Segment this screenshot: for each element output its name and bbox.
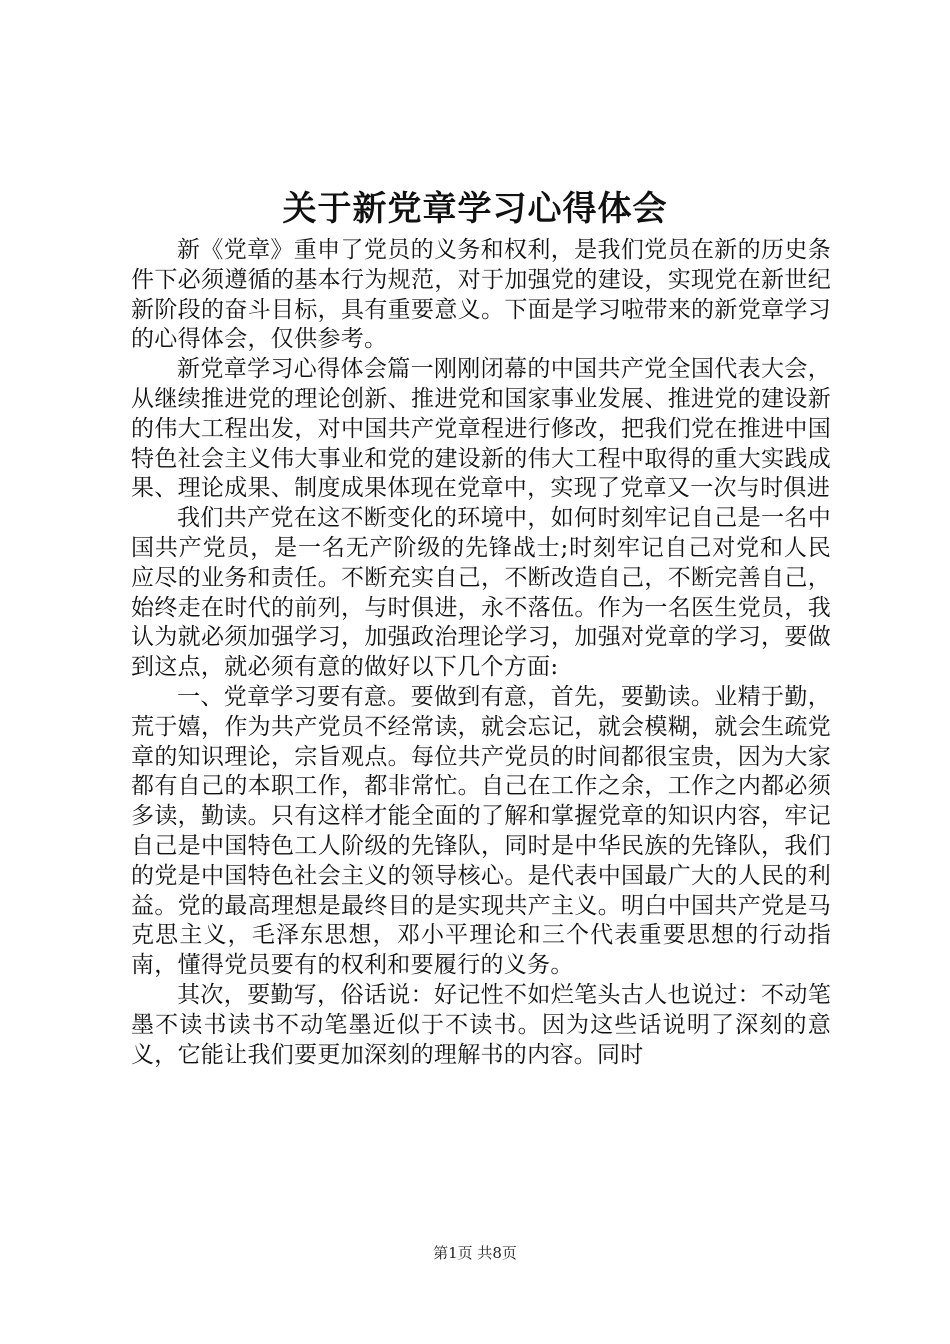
- page-number-footer: 第1页 共8页: [433, 1244, 517, 1262]
- document-title: 关于新党章学习心得体会: [282, 189, 668, 229]
- paragraph-point-one: 一、党章学习要有意。要做到有意，首先，要勤读。业精于勤，荒于嬉，作为共产党员不经常读，就会忘记，就会模糊，就会生疏党章的知识理论，宗旨观点。每位共产党员的时间都很宝贵，因为大家都有自己的本职工作，都非常忙。自己在工作之余，工作之内都必须多读，勤读。只有这样才能全面的了解和掌握党章的知识内容，牢记自己是中国特色工人阶级的先锋队，同时是中华民族的先锋队，我们的党是中国特色社会主义的领导核心。是代表中国最广大的人民的利益。党的最高理想是最终目的是实现共产主义。明白中国共产党是马克思主义，毛泽东思想，邓小平理论和三个代表重要思想的行动指南，懂得党员要有的权利和要履行的义务。: [131, 683, 831, 979]
- paragraph-party-member: 我们共产党在这不断变化的环境中，如何时刻牢记自己是一名中国共产党员，是一名无产阶级的先锋战士;时刻牢记自己对党和人民应尽的业务和责任。不断充实自己，不断改造自己，不断完善自己，始终走在时代的前列，与时俱进，永不落伍。作为一名医生党员，我认为就必须加强学习，加强政治理论学习，加强对党章的学习，要做到这点，就必须有意的做好以下几个方面:: [131, 505, 831, 681]
- paragraph-essay-one: 新党章学习心得体会篇一刚刚闭幕的中国共产党全国代表大会，从继续推进党的理论创新、推进党和国家事业发展、推进党的建设新的伟大工程出发，对中国共产党章程进行修改，把我们党在推进中国特色社会主义伟大事业和党的建设新的伟大工程中取得的重大实践成果、理论成果、制度成果体现在党章中，实现了党章又一次与时俱进: [131, 356, 831, 502]
- document-body: [131, 236, 831, 1070]
- paragraph-intro: 新《党章》重申了党员的义务和权利，是我们党员在新的历史条件下必须遵循的基本行为规范，对于加强党的建设，实现党在新世纪新阶段的奋斗目标，具有重要意义。下面是学习啦带来的新党章学习的心得体会，仅供参考。: [131, 237, 831, 353]
- paragraph-secondly: 其次，要勤写，俗话说：好记性不如烂笔头古人也说过：不动笔墨不读书读书不动笔墨近似于不读书。因为这些话说明了深刻的意义，它能让我们要更加深刻的理解书的内容。同时: [131, 981, 831, 1068]
